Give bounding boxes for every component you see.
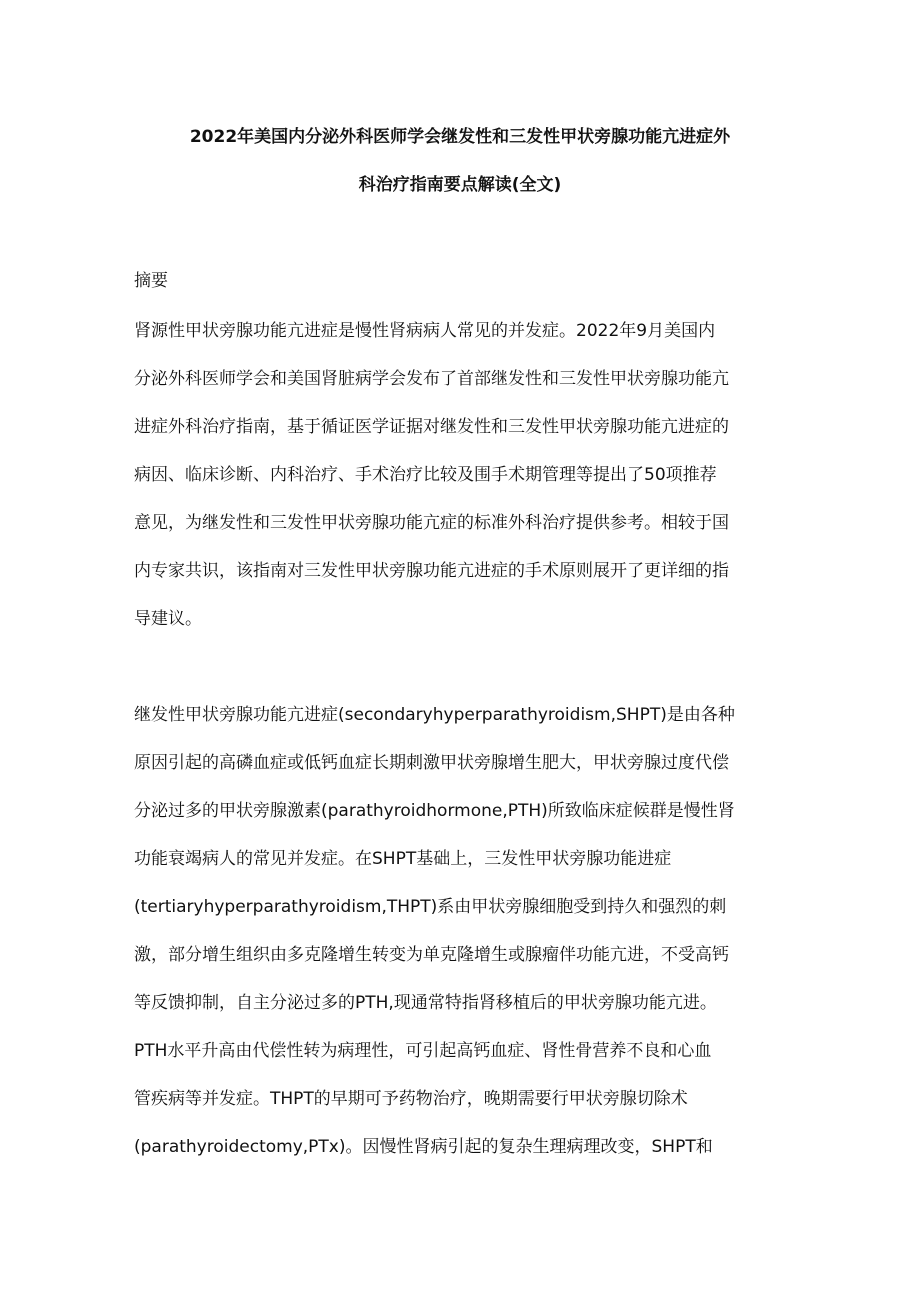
abstract-line-7: 导建议。	[134, 609, 202, 629]
abstract-line-3: 进症外科治疗指南，基于循证医学证据对继发性和三发性甲状旁腺功能亢进症的	[134, 417, 729, 437]
body-line-2: 原因引起的高磷血症或低钙血症长期刺激甲状旁腺增生肥大，甲状旁腺过度代偿	[134, 753, 729, 773]
body-line-5: (tertiaryhyperparathyroidism,THPT)系由甲状旁腺细胞受到持久和强烈的刺	[134, 897, 727, 917]
abstract-line-4: 病因、临床诊断、内科治疗、手术治疗比较及围手术期管理等提出了50项推荐	[134, 465, 717, 485]
abstract-line-2: 分泌外科医师学会和美国肾脏病学会发布了首部继发性和三发性甲状旁腺功能亢	[134, 369, 729, 389]
body-line-1: 继发性甲状旁腺功能亢进症(secondaryhyperparathyroidism,SHPT)是由各种	[134, 705, 735, 725]
body-line-8: PTH水平升高由代偿性转为病理性，可引起高钙血症、肾性骨营养不良和心血	[134, 1041, 712, 1061]
document-title-line-1: 2022年美国内分泌外科医师学会继发性和三发性甲状旁腺功能亢进症外	[189, 127, 731, 147]
body-line-3: 分泌过多的甲状旁腺激素(parathyroidhormone,PTH)所致临床症候群是慢性肾	[134, 801, 735, 821]
body-line-10: (parathyroidectomy,PTx)。因慢性肾病引起的复杂生理病理改变，SHPT和	[134, 1137, 713, 1157]
abstract-heading: 摘要	[134, 271, 168, 291]
abstract-line-6: 内专家共识，该指南对三发性甲状旁腺功能亢进症的手术原则展开了更详细的指	[134, 561, 729, 581]
body-line-9: 管疾病等并发症。THPT的早期可予药物治疗，晚期需要行甲状旁腺切除术	[134, 1089, 688, 1109]
body-line-4: 功能衰竭病人的常见并发症。在SHPT基础上，三发性甲状旁腺功能进症	[134, 849, 672, 869]
body-line-7: 等反馈抑制，自主分泌过多的PTH,现通常特指肾移植后的甲状旁腺功能亢进。	[134, 993, 717, 1013]
abstract-line-5: 意见，为继发性和三发性甲状旁腺功能亢症的标准外科治疗提供参考。相较于国	[134, 513, 729, 533]
body-line-6: 激，部分增生组织由多克隆增生转变为单克隆增生或腺瘤伴功能亢进，不受高钙	[134, 945, 729, 965]
document-title-line-2: 科治疗指南要点解读(全文)	[358, 175, 562, 195]
abstract-line-1: 肾源性甲状旁腺功能亢进症是慢性肾病病人常见的并发症。2022年9月美国内	[134, 321, 716, 341]
